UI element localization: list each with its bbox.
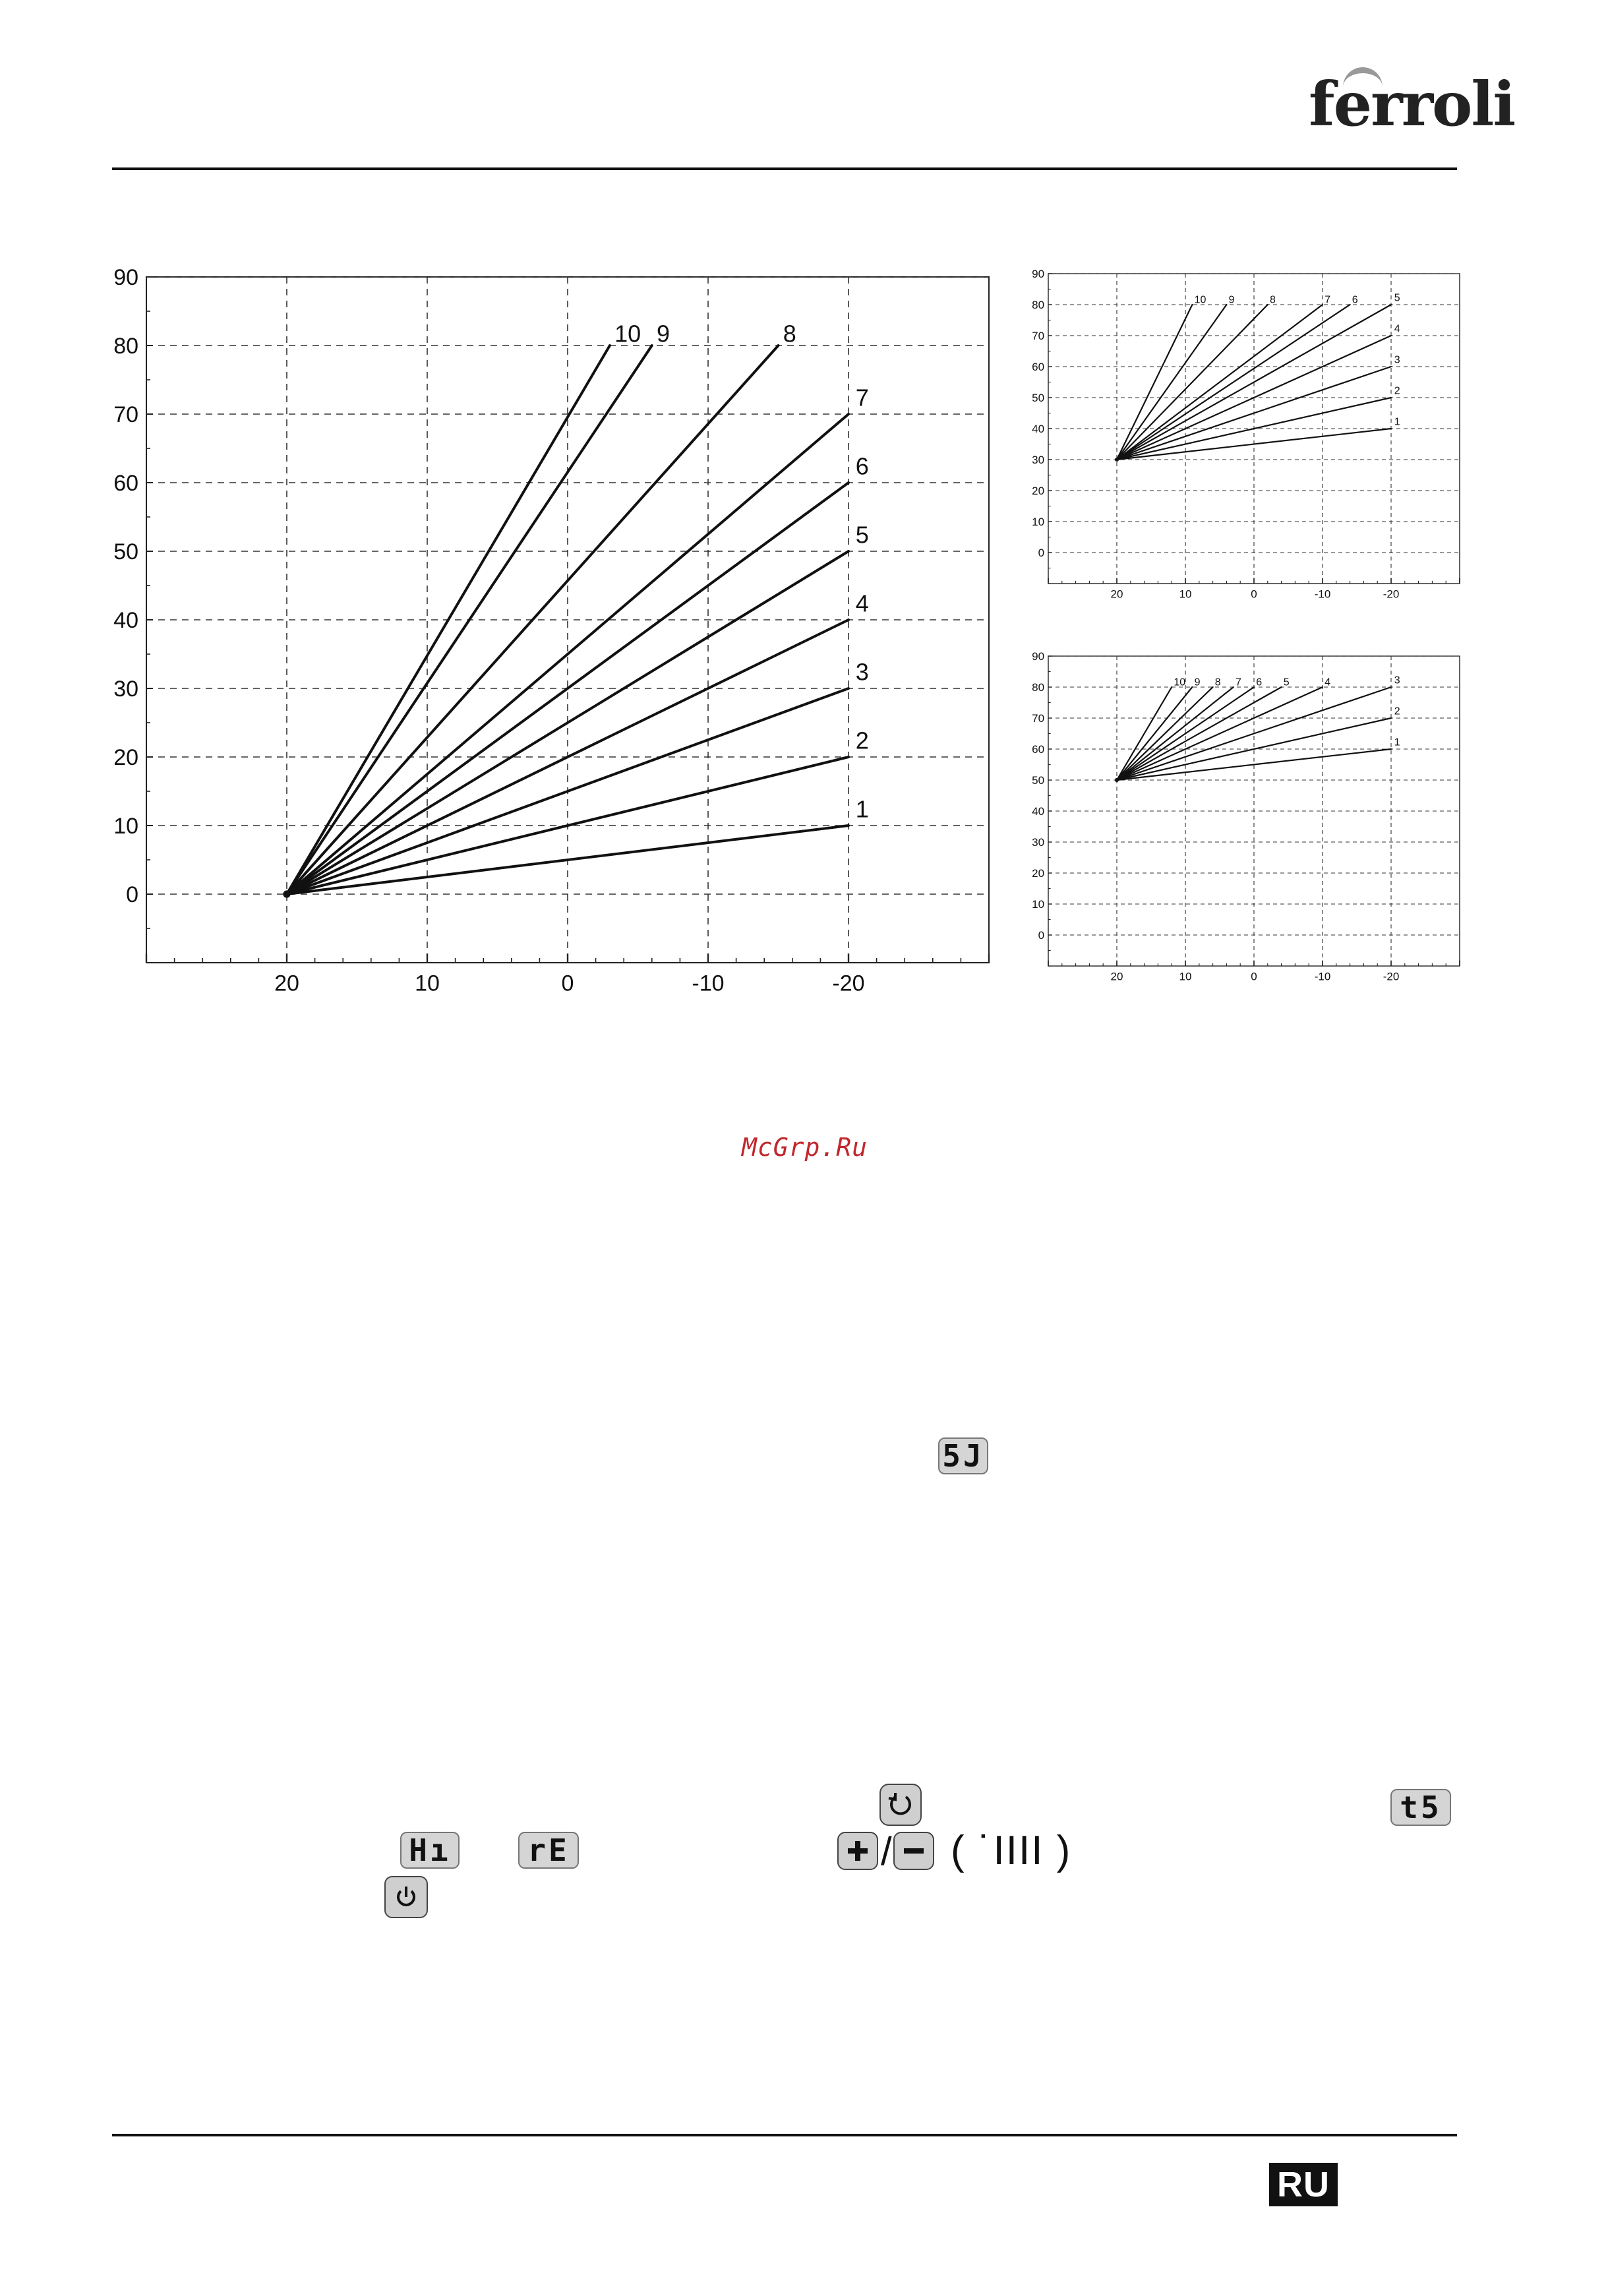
x-tick-label: -10 (1314, 970, 1331, 983)
heating-curve-chart-offset-50 (1009, 643, 1470, 1012)
curve-line-7 (1117, 687, 1234, 780)
curve-line-3 (1117, 367, 1391, 460)
curve-label-6: 6 (1256, 677, 1263, 688)
y-tick-label: 50 (1032, 773, 1045, 787)
curve-label-8: 8 (1214, 677, 1221, 688)
curve-line-10 (287, 346, 610, 894)
curve-origin-point (283, 890, 290, 897)
lcd-code-hi: Hı (400, 1832, 460, 1869)
curve-label-6: 6 (855, 452, 869, 480)
x-tick-label: 0 (1251, 588, 1257, 601)
y-tick-label: 80 (113, 333, 139, 359)
x-tick-label: 10 (1179, 970, 1192, 983)
x-tick-label: 10 (1179, 588, 1192, 601)
curve-label-7: 7 (855, 384, 869, 411)
y-tick-label: 40 (1032, 804, 1045, 818)
y-tick-label: 70 (113, 402, 139, 427)
curve-label-1: 1 (1394, 737, 1400, 748)
curve-line-6 (1117, 305, 1350, 460)
power-button[interactable] (384, 1876, 428, 1918)
x-tick-label: -10 (1314, 588, 1331, 601)
y-tick-label: 90 (1032, 650, 1045, 663)
y-tick-label: 60 (1032, 360, 1045, 373)
curve-origin-point (1115, 458, 1119, 462)
minus-icon (901, 1838, 926, 1863)
y-tick-label: 70 (1032, 329, 1045, 342)
curve-label-10: 10 (614, 320, 641, 347)
y-tick-label: 10 (113, 813, 139, 839)
y-tick-label: 0 (1038, 546, 1045, 559)
lcd-code-ts: t5 (1390, 1789, 1451, 1826)
brand-logo (1309, 69, 1515, 140)
lcd-code-sj: 5J (938, 1437, 988, 1474)
y-tick-label: 90 (1032, 267, 1045, 280)
x-tick-label: -20 (832, 971, 865, 996)
curve-label-5: 5 (855, 521, 869, 549)
reset-button[interactable] (879, 1784, 922, 1826)
x-tick-label: 10 (415, 971, 440, 996)
x-tick-label: 20 (1110, 970, 1123, 983)
x-tick-label: -20 (1383, 588, 1400, 601)
minus-button[interactable] (893, 1832, 934, 1870)
curve-line-10 (1117, 687, 1172, 780)
x-tick-label: -20 (1383, 970, 1400, 983)
curve-label-6: 6 (1352, 294, 1358, 306)
curve-label-10: 10 (1194, 294, 1206, 306)
curve-label-1: 1 (1394, 416, 1400, 428)
y-tick-label: 60 (1032, 742, 1045, 756)
y-tick-label: 10 (1032, 897, 1045, 911)
curve-label-8: 8 (783, 320, 796, 347)
y-tick-label: 20 (113, 744, 139, 770)
y-tick-label: 30 (113, 676, 139, 702)
y-tick-label: 30 (1032, 835, 1045, 849)
curve-label-5: 5 (1283, 677, 1290, 688)
curve-line-10 (1117, 305, 1192, 460)
reset-icon (887, 1791, 914, 1819)
footer-divider (112, 2134, 1457, 2136)
curve-label-2: 2 (855, 727, 869, 754)
curve-label-8: 8 (1270, 294, 1276, 306)
y-tick-label: 50 (113, 539, 139, 564)
y-tick-label: 50 (1032, 391, 1045, 404)
curve-label-5: 5 (1394, 292, 1400, 304)
plus-button[interactable] (837, 1832, 878, 1870)
x-tick-label: 20 (1110, 588, 1123, 601)
slash-separator: / (881, 1829, 892, 1873)
main-heating-curve-chart (92, 257, 1015, 1035)
curve-label-10: 10 (1174, 677, 1186, 688)
power-icon (393, 1884, 419, 1910)
x-tick-label: 0 (561, 971, 574, 996)
y-tick-label: 0 (126, 882, 139, 907)
curve-label-3: 3 (855, 658, 869, 686)
curve-label-4: 4 (855, 589, 869, 617)
curve-label-9: 9 (657, 320, 670, 347)
watermark: McGrp.Ru (742, 1133, 868, 1162)
curve-label-4: 4 (1325, 677, 1331, 688)
y-tick-label: 70 (1032, 711, 1045, 725)
curve-label-3: 3 (1394, 354, 1400, 366)
curve-label-7: 7 (1325, 294, 1331, 306)
radiator-symbol: ( ˙IIII ) (951, 1828, 1072, 1873)
y-tick-label: 40 (1032, 422, 1045, 435)
curve-line-7 (287, 414, 849, 894)
x-tick-label: 20 (274, 971, 299, 996)
curve-label-2: 2 (1394, 706, 1400, 717)
curve-label-4: 4 (1394, 323, 1400, 335)
brand-name: ferroli (1309, 69, 1515, 140)
x-tick-label: -10 (692, 971, 725, 996)
curve-label-3: 3 (1394, 675, 1400, 686)
language-badge: RU (1269, 2163, 1338, 2206)
curve-label-9: 9 (1194, 677, 1201, 688)
y-tick-label: 80 (1032, 298, 1045, 311)
y-tick-label: 60 (113, 470, 139, 496)
curve-line-4 (1117, 687, 1323, 780)
y-tick-label: 10 (1032, 515, 1045, 528)
y-tick-label: 0 (1038, 928, 1045, 942)
plus-icon (845, 1838, 870, 1863)
curve-origin-point (1115, 778, 1119, 782)
curve-label-9: 9 (1228, 294, 1235, 306)
y-tick-label: 80 (1032, 680, 1045, 694)
lcd-code-re: rE (518, 1832, 579, 1869)
curve-line-8 (1117, 305, 1268, 460)
heating-curve-chart-offset-30 (1009, 260, 1470, 630)
curve-label-7: 7 (1236, 677, 1241, 688)
y-tick-label: 90 (113, 264, 139, 290)
y-tick-label: 20 (1032, 866, 1045, 880)
curve-label-2: 2 (1394, 385, 1400, 397)
x-tick-label: 0 (1251, 970, 1257, 983)
curve-line-9 (1117, 305, 1226, 460)
header-divider (112, 167, 1457, 170)
curve-label-1: 1 (855, 795, 869, 823)
y-tick-label: 20 (1032, 484, 1045, 497)
y-tick-label: 30 (1032, 453, 1045, 466)
y-tick-label: 40 (113, 607, 139, 633)
